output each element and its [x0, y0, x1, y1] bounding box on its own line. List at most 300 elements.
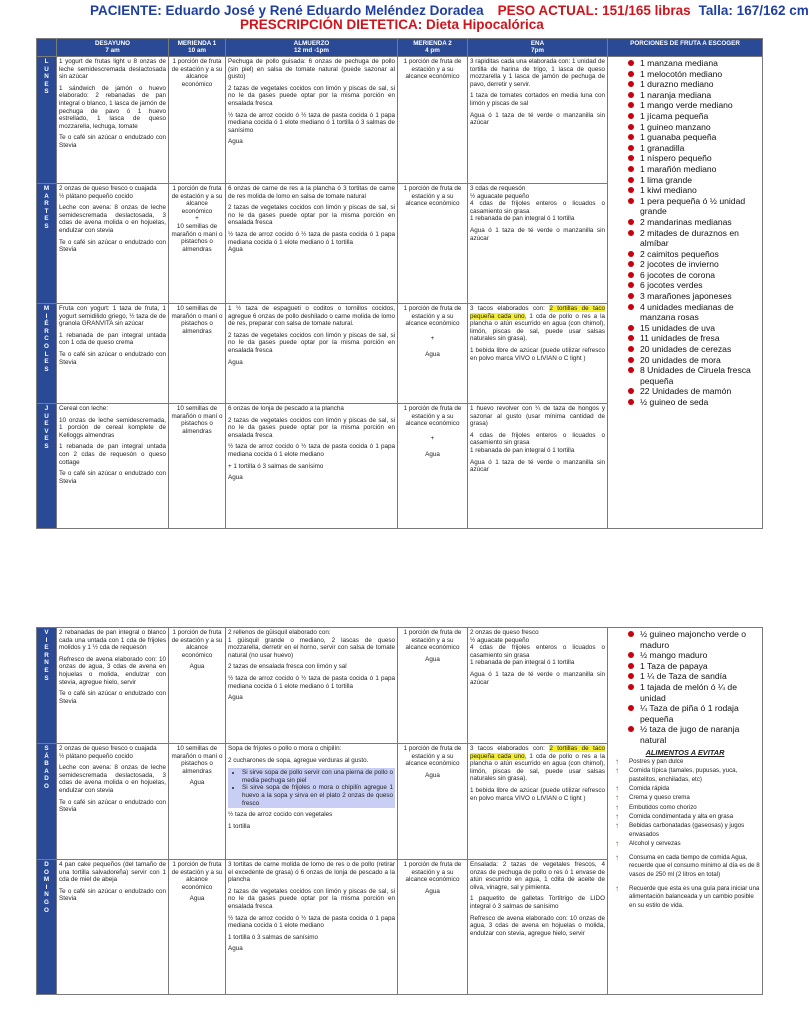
meal-text: 1 porción de fruta de estación y a su alcance económico [403, 861, 462, 884]
arrow-up-icon: ↑ [615, 802, 619, 812]
meal-text: 2 rellenos de güisquil elaborado con: 1 güisquil grande o mediano, 2 lascas de queso mozzarella, derretir en el horno, servir con salsa de tomate natural (no usar huevo) [228, 629, 395, 659]
bullet-dot-icon [628, 652, 634, 658]
avoid-label: Postres y pan dulce [629, 758, 684, 766]
day-label-miercoles [37, 304, 57, 404]
fruit-label: 1 durazno mediano [640, 79, 714, 90]
fruit-item [610, 122, 760, 133]
cell-merienda1-miercoles [169, 304, 226, 404]
fruit-label: 1 guineo manzano [640, 121, 711, 132]
meal-text: 1 huevo revolver con ¼ de taza de hongos y sazonar al gusto (usar mínima cantidad de grasa) [470, 405, 605, 428]
fruit-label: 1 guanaba pequeña [640, 132, 717, 143]
meal-text: 2 tazas de vegetales cocidos con limón y piscas de sal, si no le da gases puede optar por la misma porción en ensalada fresca [228, 416, 395, 439]
bullet-dot-icon [628, 145, 634, 151]
avoid-label: Comida rápida [629, 785, 670, 793]
cell-merienda2-sabado [398, 744, 468, 860]
bullet-dot-icon [628, 92, 634, 98]
fruit-item [610, 355, 760, 366]
cell-almuerzo-miercoles [226, 304, 398, 404]
day-label-lunes [37, 57, 57, 184]
meal-text: 1 porción de fruta de estación y a su alcance económico + Agua [403, 305, 462, 358]
arrow-up-icon: ↑ [615, 757, 619, 767]
day-letter: L [44, 350, 49, 358]
cell-merienda2-domingo [398, 860, 468, 995]
day-letter: M [43, 305, 50, 312]
meal-text: ½ taza de arroz cocido ó ½ taza de pasta cocida ó 1 papa mediana cocida ó 1 elote mediano ó 1 tortilla Agua [228, 230, 395, 254]
meal-text: Te o café sin azúcar o endulzado con Stevia [59, 238, 166, 254]
col-almuerzo: ALMUERZO 12 md -1pm [226, 39, 398, 57]
meal-text: Te o café sin azúcar o endulzado con Stevia [59, 470, 166, 485]
bullet-dot-icon [628, 631, 634, 637]
fruit-label: ¼ Taza de piña ó 1 rodaja pequeña [640, 703, 739, 724]
day-letter: I [45, 636, 48, 644]
col-fruits: PORCIONES DE FRUTA A ESCOGER [608, 39, 763, 57]
bullet-dot-icon [628, 71, 634, 77]
fruit-item [610, 333, 760, 344]
meal-text: 1 bebida libre de azúcar (puede utilizar refresco en polvo marca VIVO o LIVIAN o C light ) [470, 786, 605, 802]
meal-text: 1 porción de fruta de estación y a su alcance económico [403, 185, 462, 208]
meal-text: 3 cdas de requesón ½ aguacate pequeño 4 cdas de frijoles enteros o licuados o casamiento sin grasa 1 rebanada de pan integral ó 1 tortilla [470, 185, 605, 223]
bullet-dot-icon [628, 124, 634, 130]
fruit-item [610, 175, 760, 186]
fruit-label: 4 unidades medianas de manzana rosas [640, 301, 734, 323]
day-letter: Á [44, 752, 49, 760]
note-text: Recuerde que esta es una guía para iniciar una alimentación balanceada y un cambio posible en su estilo de vida. [629, 884, 760, 909]
fruit-label: 1 manzana mediana [640, 58, 718, 68]
fruit-item [610, 650, 760, 661]
fruit-portions-page2 [608, 628, 763, 995]
day-letter: D [44, 861, 49, 868]
arrow-up-icon: ↑ [615, 766, 619, 776]
cell-merienda1-lunes [169, 57, 226, 184]
day-letter: R [44, 651, 49, 659]
meal-text: Fruta con yogurt: 1 taza de fruta, 1 yogurt semidilido griego, ½ taza de de granola GRANVITA sin azúcar [59, 305, 166, 328]
day-letter: U [44, 65, 49, 73]
avoid-item [610, 813, 760, 821]
meal-text: Agua ó 1 taza de té verde o manzanilla sin azúcar [470, 226, 605, 242]
cell-desayuno-viernes [57, 628, 169, 744]
day-letter: B [44, 760, 49, 768]
day-letter: O [44, 906, 49, 914]
cell-merienda1-martes [169, 184, 226, 304]
day-letter: S [44, 365, 49, 373]
notes [610, 854, 760, 910]
meal-text: 1 porción de fruta de estación y a su alcance económico + Agua [403, 405, 462, 458]
cell-desayuno-domingo [57, 860, 169, 995]
meal-text: Agua [425, 771, 440, 779]
avoid-item [610, 758, 760, 766]
day-letter: E [44, 215, 49, 223]
cell-desayuno-martes [57, 184, 169, 304]
bullet-dot-icon [628, 357, 634, 363]
fruit-item [610, 249, 760, 260]
meal-text: 1 rebanada de pan integral untada con 1 cda de queso crema [59, 331, 166, 347]
avoid-label: Comida típica (tamales, pupusas, yuca, pastelitos, enchiladas, etc) [629, 767, 738, 783]
cell-merienda2-martes [398, 184, 468, 304]
fruit-item [610, 143, 760, 154]
cell-desayuno-jueves [57, 404, 169, 529]
tacos-highlight: 2 tortillas de taco pequeña cada uno [470, 745, 605, 760]
cell-merienda1-sabado [169, 744, 226, 860]
day-letter: S [44, 745, 49, 752]
day-letter: N [44, 659, 49, 667]
fruit-label: 20 unidades de cerezas [640, 344, 732, 355]
fruit-label: 1 naranja mediana [640, 89, 712, 100]
day-letter: D [44, 775, 49, 783]
bullet-dot-icon [628, 219, 634, 225]
bullet-dot-icon [628, 399, 634, 405]
bullet-dot-icon [628, 293, 634, 299]
meal-text: 2 onzas de queso fresco ½ aguacate pequeño 4 cdas de frijoles enteros o licuados o casamiento sin grasa 1 rebanada de pan integral ó 1 tortilla [470, 629, 605, 667]
meal-text: 1 rebanada de pan integral untada con 2 cdas de requesón o queso cottage [59, 443, 166, 466]
tacos-highlight: 2 tortillas de taco pequeña cada uno [470, 305, 605, 320]
cell-almuerzo-viernes [226, 628, 398, 744]
avoid-item [610, 794, 760, 802]
bullet-dot-icon [628, 388, 634, 394]
avoid-label: Comida condimentada y alta en grasa [629, 812, 734, 820]
day-letter: S [44, 222, 49, 230]
fruit-label: ½ taza de jugo de naranja natural [640, 724, 740, 745]
cell-almuerzo-jueves [226, 404, 398, 529]
meal-text: 3 tortitas de carne molida de lomo de res o de pollo (retirar el excedente de grasa) ó 6 onzas de lonja de pescado a la plancha [228, 861, 395, 884]
avoid-item [610, 804, 760, 812]
cell-desayuno-sabado [57, 744, 169, 860]
fruit-item [610, 671, 760, 682]
bullet-dot-icon [628, 166, 634, 172]
meal-text: 10 semillas de marañón o maní o pistachos o almendras [171, 405, 223, 435]
cell-desayuno-miercoles [57, 304, 169, 404]
fruit-item [610, 703, 760, 724]
meal-text: ½ taza de arroz cocido con vegetales [228, 811, 333, 819]
fruit-item [610, 164, 760, 175]
day-letter: S [44, 674, 49, 682]
day-letter: E [44, 358, 49, 366]
fruit-label: 1 tajada de melón ó ¼ de unidad [640, 681, 737, 703]
day-letter: O [44, 342, 49, 350]
day-letter: G [44, 898, 49, 906]
avoid-item [610, 767, 760, 784]
cell-cena-sabado [468, 744, 608, 860]
fruit-label: 1 marañón mediano [640, 163, 717, 174]
soup-note-box [228, 768, 395, 808]
meal-text: 2 rebanadas de pan integral o blanco cada una untada con 1 cda de frijoles molidos y 1 ½ cda de requesón [59, 629, 166, 652]
height: Talla: 167/162 cm [698, 3, 809, 18]
day-letter: S [44, 442, 49, 450]
fruit-label: 1 ¼ de Taza de sandía [640, 671, 727, 682]
meal-text: ½ taza de arroz cocido ó ½ taza de pasta cocida ó 1 papa mediana cocida ó 1 elote mediano ó 1 tortilla [228, 674, 395, 690]
fruit-label: 6 jocotes de corona [640, 269, 716, 280]
fruit-item [610, 111, 760, 122]
row-viernes [37, 628, 763, 744]
fruit-label: 1 granadilla [640, 142, 685, 153]
soup-note-item: • Si sirve sopa de frijoles o mora o chipilín agregue 1 huevo a la sopa y sirva en el plato 2 onzas de queso fresco [242, 784, 393, 807]
fruit-item [610, 100, 760, 111]
meal-text: 1 porción de fruta de estación y a su alcance económico [171, 629, 223, 659]
meal-text: Agua [228, 358, 243, 366]
avoid-label: Crema y queso crema [629, 794, 690, 802]
bullet-dot-icon [628, 102, 634, 108]
day-letter: A [44, 767, 49, 775]
meal-text: 10 onzas de leche semidescremada, 1 porción de cereal komplete de Kelloggs almendras [59, 416, 166, 439]
meal-text: 2 onzas de queso fresco o cuajada ½ plátano pequeño cocido [59, 745, 157, 760]
meal-text: 1 yogurt de frutas light u 8 onzas de leche semidescremada deslactosada sin azúcar [59, 58, 166, 81]
fruit-label: 2 caimitos pequeños [640, 248, 719, 259]
table-header-row [37, 39, 763, 57]
fruit-item [610, 58, 760, 69]
meal-text: Agua [189, 779, 205, 787]
fruit-item [610, 69, 760, 80]
bullet-dot-icon [628, 251, 634, 257]
fruit-label: 2 jocotes de invierno [640, 259, 719, 270]
meal-text: Agua [425, 655, 440, 663]
meal-text: 2 tazas de vegetales cocidos con limón y piscas de sal, si no le da gases puede optar por la misma porción en ensalada fresca [228, 84, 395, 107]
fruit-label: 15 unidades de uva [640, 322, 716, 333]
day-letter: C [44, 335, 49, 343]
soup-note-item: • Si sirve sopa de pollo servir con una pierna de pollo o media pechuga sin piel [242, 769, 393, 784]
row-lunes [37, 57, 763, 184]
cell-cena-jueves [468, 404, 608, 529]
day-letter: I [45, 312, 48, 320]
fruit-label: ½ guineo majoncho verde o maduro [640, 629, 747, 650]
day-letter: E [44, 644, 49, 652]
cell-merienda1-viernes [169, 628, 226, 744]
day-letter: R [44, 327, 49, 335]
meal-text: 1 bebida libre de azúcar (puede utilizar refresco en polvo marca VIVO o LIVIAN o C light ) [470, 346, 605, 362]
bullet-dot-icon [628, 230, 634, 236]
meal-text: Agua [189, 895, 205, 903]
bullet-dot-icon [628, 282, 634, 288]
cell-almuerzo-lunes [226, 57, 398, 184]
fruit-label: ½ guineo de seda [640, 397, 709, 407]
day-letter: J [44, 405, 49, 412]
day-label-jueves [37, 404, 57, 529]
arrow-up-icon: ↑ [615, 821, 619, 831]
day-letter: N [44, 73, 49, 81]
day-letter: N [44, 891, 49, 899]
cell-merienda2-lunes [398, 57, 468, 184]
col-desayuno: DESAYUNO 7 am [57, 39, 169, 57]
fruit-label: 6 jocotes verdes [640, 280, 703, 291]
fruit-label: 1 lima grande [640, 174, 693, 185]
bullet-dot-icon [628, 346, 634, 352]
meal-text: Ensalada: 2 tazas de vegetales frescos, 4 onzas de pechuga de pollo o res ó 1 envase de atún escurrido en agua, 1 cdita de aceite de oliva, vinagre, sal y pimienta. [470, 861, 605, 891]
fruit-item [610, 724, 760, 745]
diet-table-page1 [36, 38, 763, 529]
bullet-dot-icon [628, 198, 634, 204]
fruit-item [610, 79, 760, 90]
fruit-item [610, 365, 760, 386]
meal-text: Cereal con leche: [59, 405, 109, 412]
meal-text: Agua [189, 663, 205, 671]
meal-text: 10 semillas de marañón o maní o pistachos o almendras [171, 745, 223, 775]
meal-text: 1 porción de fruta de estación y a su alcance económico + 10 semillas de marañón o maní o pistachos o almendras [171, 185, 223, 253]
day-letter: A [44, 192, 49, 200]
meal-text: 10 semillas de marañón o maní o pistachos o almendras [171, 305, 223, 335]
cell-merienda2-miercoles [398, 304, 468, 404]
meal-text: ½ taza de arroz cocido ó ½ taza de pasta cocida ó 1 papa mediana cocida ó 1 elote mediano ó 1 tortilla ó 3 salmas de sanísimo [228, 111, 395, 134]
meal-text: Agua [228, 474, 243, 482]
bullet-dot-icon [628, 261, 634, 267]
avoid-label: Alcohol y cervezas [629, 839, 681, 847]
col-merienda1: MERIENDA 1 10 am [169, 39, 226, 57]
day-letter: E [44, 666, 49, 674]
bullet-dot-icon [628, 304, 634, 310]
bullet-dot-icon [628, 726, 634, 732]
meal-text: Te o café sin azúcar o endulzado con Stevia [59, 690, 166, 705]
meal-text: 2 tazas de vegetales cocidos con limón y piscas de sal, si no le da gases puede optar por la misma porción en ensalada fresca [228, 204, 395, 227]
arrow-up-icon: ↑ [615, 784, 619, 794]
fruit-item [610, 228, 760, 249]
meal-text: Agua [228, 694, 243, 702]
fruit-item [610, 153, 760, 164]
cell-merienda2-viernes [398, 628, 468, 744]
day-letter: S [44, 88, 49, 96]
meal-text: Agua ó 1 taza de té verde o manzanilla sin azúcar [470, 111, 605, 127]
bullet-dot-icon [628, 663, 634, 669]
day-letter: I [45, 883, 48, 891]
bullet-dot-icon [628, 113, 634, 119]
meal-text: Leche con avena: 8 onzas de leche semidescremada deslactosada, 3 cdas de avena molida o en hojuelas, endulzar con stevia [59, 204, 166, 234]
fruit-item [610, 280, 760, 291]
day-letter: V [44, 427, 49, 435]
diet-table-page2 [36, 627, 763, 995]
fruit-label: 1 mango verde mediano [640, 100, 733, 111]
meal-text: 6 onzas de carne de res a la plancha ó 3 tortitas de carne de res molida de lomo en salsa de tomate natural [228, 185, 395, 200]
arrow-up-icon: ↑ [615, 853, 619, 863]
patient-name: PACIENTE: Eduardo José y René Eduardo Meléndez Doradea [90, 3, 484, 18]
fruit-item [610, 344, 760, 355]
fruit-item [610, 132, 760, 143]
day-letter: U [44, 412, 49, 420]
meal-text: 2 tazas de ensalada fresca con limón y sal [228, 663, 347, 671]
day-letter: E [44, 420, 49, 428]
meal-text: Sopa de frijoles o pollo o mora o chipilín: [228, 745, 342, 752]
cell-cena-viernes [468, 628, 608, 744]
tacos-instructions: 3 tacos elaborados con: 2 tortillas de taco pequeña cada uno, 1 cda de pollo o res a la plancha o atún escurrido en agua (con chimol), limón, piscas de sal, puede usar salsas naturales sin grasa). [470, 305, 605, 343]
meal-text: 2 tazas de vegetales cocidos con limón y piscas de sal, si no le da gases puede optar por la misma porción en ensalada fresca [228, 887, 395, 910]
fruit-item [610, 270, 760, 281]
bullet-dot-icon [628, 272, 634, 278]
meal-text: Refresco de avena elaborado con: 10 onzas de agua, 3 cdas de avena en hojuelas o molida, endulzar con stevia, agregue hielo, servir [59, 655, 166, 686]
meal-text: 1 porción de fruta de estación y a su alcance económico [171, 58, 223, 88]
fruit-label: 11 unidades de fresa [640, 333, 720, 344]
meal-text: 1 paquetito de galletas Tortitrigo de LIDO integral ó 3 salmas de sanísimo [470, 895, 605, 910]
avoid-title: ALIMENTOS A EVITAR [645, 747, 725, 757]
meal-text: Refresco de avena elaborado con: 10 onzas de agua, 3 cdas de avena en hojuelas o molida, endulzar con stevia, agregue hielo, servir [470, 914, 605, 937]
fruit-label: 1 Taza de papaya [640, 660, 708, 671]
day-letter: L [44, 58, 49, 65]
day-letter: V [44, 629, 49, 636]
day-letter: M [43, 185, 50, 192]
meal-text: Pechuga de pollo guisada: 6 onzas de pechuga de pollo (sin piel) en salsa de tomate natural (puede sazonar al gusto) [228, 58, 395, 81]
meal-text: 1 porción de fruta de estación y a su alcance económico [403, 58, 462, 81]
cell-cena-domingo [468, 860, 608, 995]
day-letter: R [44, 200, 49, 208]
prescription-title: PRESCRIPCIÓN DIETETICA: Dieta Hipocalórica [240, 17, 544, 32]
col-cena: ENA 7pm [468, 39, 608, 57]
fruit-item [610, 386, 760, 397]
fruit-item [610, 397, 760, 408]
meal-text: 1 sándwich de jamón o huevo elaborado: 2 rebanadas de pan integral o blanco, 1 lasca de jamón de pechuga de pavo ó 1 huevo estrellado, 1 lasca de queso mozzarella, lechuga, tomate [59, 84, 166, 130]
fruit-item [610, 259, 760, 270]
meal-text: 1 ½ taza de espagueti o coditos o tornillos cocidos, agregue 6 onzas de pollo deshilado o carne molida de lomo de res, preparar con salsa de tomate natural. [228, 305, 395, 328]
fruit-label: 1 níspero pequeño [640, 153, 712, 164]
cell-cena-miercoles [468, 304, 608, 404]
meal-text: Agua ó 1 taza de té verde o manzanilla sin azúcar [470, 670, 605, 686]
fruit-item [610, 217, 760, 228]
bullet-dot-icon [628, 705, 634, 711]
fruit-label: 3 marañones japoneses [640, 291, 732, 302]
avoid-list [610, 758, 760, 848]
fruit-label: 2 mandarinas medianas [640, 216, 732, 227]
meal-text: 4 pan cake pequeños (del tamaño de una tortilla salvadoreña) servir con 1 cda de miel de abeja [59, 861, 166, 884]
day-letter: O [44, 782, 49, 790]
meal-text: 1 taza de tomates cortados en media luna con limón y piscas de sal [470, 92, 605, 107]
meal-text: ½ taza de arroz cocido ó ½ taza de pasta cocida ó 1 papa mediana cocida ó 1 elote mediano [228, 914, 395, 930]
fruit-item [610, 291, 760, 302]
fruit-label: 1 jícama pequeña [640, 110, 709, 121]
meal-text: Te o café sin azúcar o endulzado con Stevia [59, 798, 166, 814]
cell-almuerzo-domingo [226, 860, 398, 995]
patient-header [90, 3, 809, 18]
meal-text: Te o café sin azúcar o endulzado con Stevia [59, 350, 166, 366]
cell-cena-martes [468, 184, 608, 304]
fruit-item [610, 90, 760, 101]
fruit-item [610, 185, 760, 196]
fruit-label: ½ mango maduro [640, 650, 708, 661]
cell-merienda2-jueves [398, 404, 468, 529]
bullet-dot-icon [628, 325, 634, 331]
fruit-portions-page1 [608, 57, 763, 529]
current-weight: PESO ACTUAL: 151/165 libras [497, 3, 691, 18]
note-text: Consuma en cada tiempo de comida Agua, recuerde que el consumo mínimo al día es de 8 vasos de 250 ml (2 litros en total) [629, 854, 760, 878]
fruit-label: 22 Unidades de mamón [640, 386, 732, 397]
cell-merienda1-jueves [169, 404, 226, 529]
cell-desayuno-lunes [57, 57, 169, 184]
corner-cell [37, 39, 57, 57]
fruit-item [610, 196, 760, 217]
fruit-list [610, 629, 760, 746]
meal-text: 2 tazas de vegetales cocidos con limón y piscas de sal, si no le da gases puede optar por la misma porción en ensalada fresca [228, 331, 395, 354]
arrow-up-icon: ↑ [615, 838, 619, 848]
col-merienda2: MERIENDA 2 4 pm [398, 39, 468, 57]
arrow-up-icon: ↑ [615, 793, 619, 803]
meal-text: Agua ó 1 taza de té verde o manzanilla sin azúcar [470, 458, 605, 474]
meal-text: Te o café sin azúcar o endulzado con Stevia [59, 134, 166, 149]
recommendation-note [610, 885, 760, 910]
meal-text: 2 onzas de queso fresco o cuajada ½ plátano pequeño cocido [59, 185, 157, 200]
fruit-item [610, 661, 760, 672]
avoid-item [610, 822, 760, 839]
fruit-label: 1 kiwi mediano [640, 185, 697, 196]
meal-text: 1 porción de fruta de estación y a su alcance económico [403, 745, 462, 768]
bullet-dot-icon [628, 187, 634, 193]
meal-text: 1 porción de fruta de estación y a su alcance económico [403, 629, 462, 652]
meal-text: 1 tortilla [228, 822, 251, 830]
avoid-label: Bebidas carbonatadas (gaseosas) y jugos envasados [629, 822, 745, 838]
fruit-item [610, 302, 760, 323]
cell-almuerzo-martes [226, 184, 398, 304]
avoid-label: Embutidos como chorizo [629, 803, 697, 811]
bullet-dot-icon [628, 673, 634, 679]
avoid-item [610, 840, 760, 848]
meal-text: Agua [228, 138, 243, 146]
arrow-up-icon: ↑ [615, 883, 619, 893]
day-letter: E [44, 80, 49, 88]
day-letter: E [44, 435, 49, 443]
meal-text: Agua [228, 945, 243, 953]
fruit-label: 20 unidades de mora [640, 354, 721, 365]
fruit-label: 8 Unidades de Ciruela fresca pequeña [640, 365, 751, 386]
